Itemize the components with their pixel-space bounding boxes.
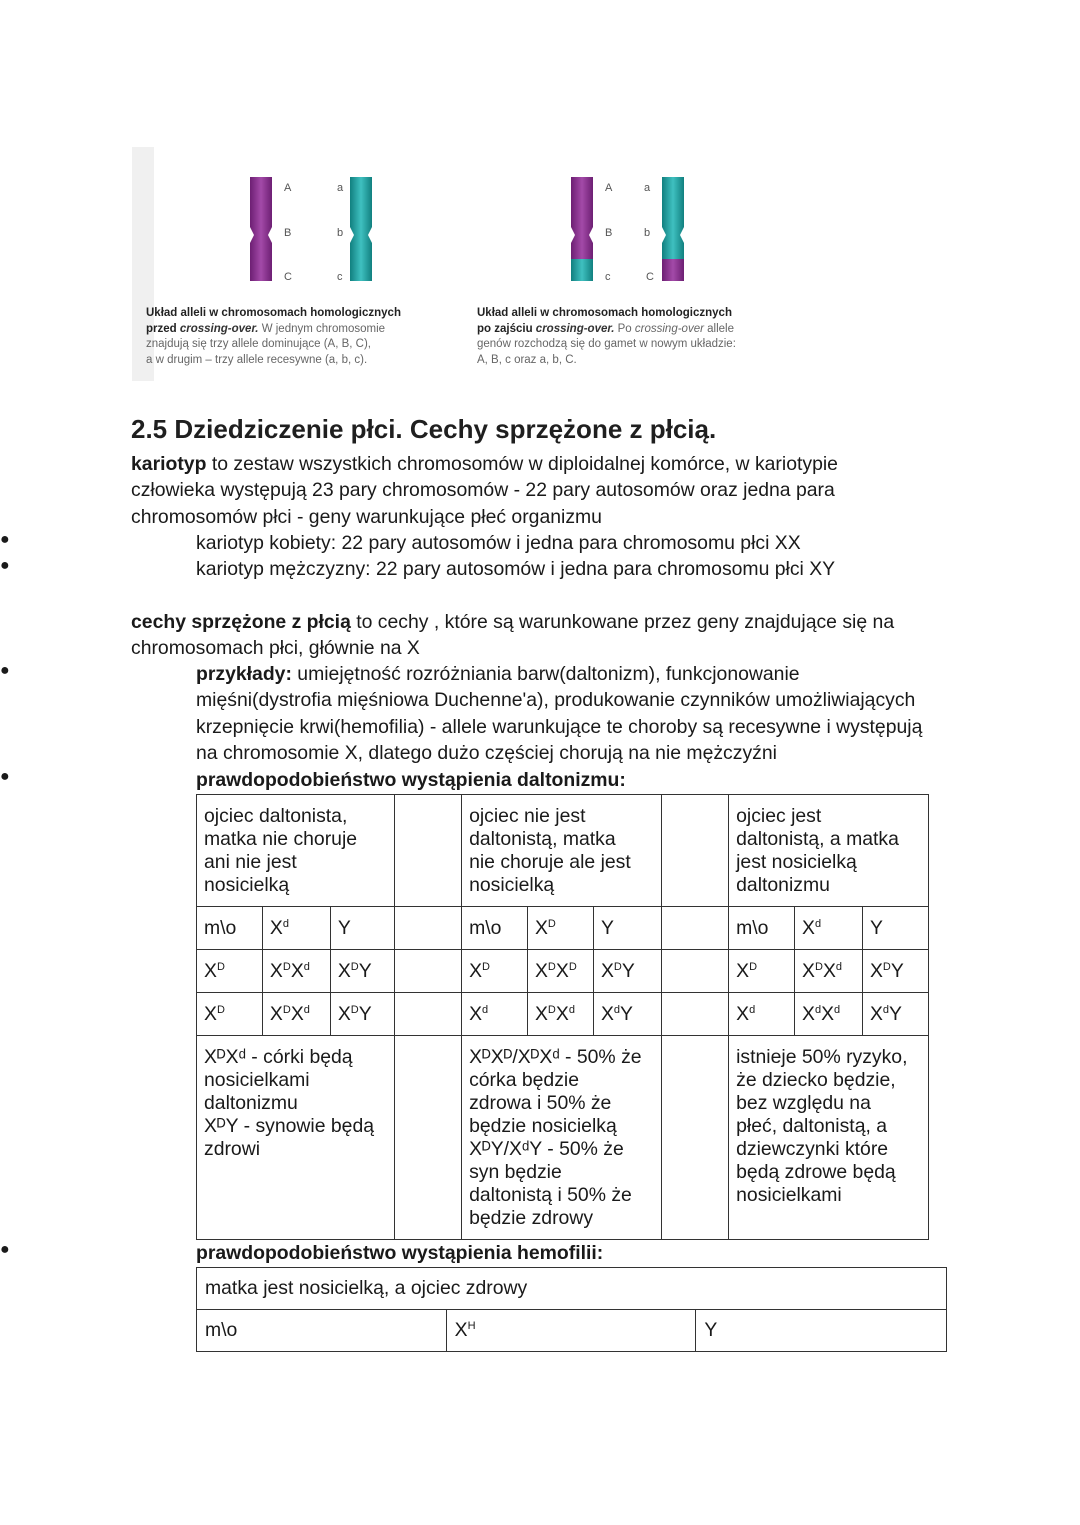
svg-text:b: b xyxy=(644,227,651,239)
header-case-2: ojciec nie jest daltonistą, matka nie choruje ale jest nosicielką xyxy=(462,795,662,907)
svg-text:c: c xyxy=(605,271,611,283)
right-purple-chromosome xyxy=(571,177,593,281)
bullet-dot: ● xyxy=(0,1241,10,1258)
colorblind-table xyxy=(196,794,929,1240)
header-case-1: ojciec daltonista, matka nie choruje ani nie jest nosicielką xyxy=(197,795,395,907)
karyotype-paragraph: kariotyp to zestaw wszystkich chromosomów w diploidalnej komórce, w kariotypie człowieka występują 23 pary chromosomów - 22 pary autosomów oraz jedna para chromosomów płci - geny warunkujące płeć organizmu xyxy=(131,453,838,528)
karyotype-female: kariotyp kobiety: 22 pary autosomów i jedna para chromosomu płci XX xyxy=(196,532,801,554)
punnett-header-row: m\o $X^d$ Y m\o $X^D$ Y m\o $X^d$ Y xyxy=(197,907,929,950)
right-teal-chromosome xyxy=(662,177,684,281)
note-case-2: XᴰXᴰ/XᴰXᵈ - 50% że córka będzie zdrowa i 50% że będzie nosicielką XᴰY/XᵈY - 50% że syn będzie daltonistą i 50% że będzie zdrowy xyxy=(462,1036,662,1240)
svg-text:A: A xyxy=(605,182,613,194)
svg-text:a: a xyxy=(644,182,651,194)
note-case-1: XᴰXᵈ - córki będą nosicielkami daltonizmu XᴰY - synowie będą zdrowi xyxy=(197,1036,395,1240)
bullet-dot: ● xyxy=(0,662,10,679)
hemophilia-title: matka jest nosicielką, a ojciec zdrowy xyxy=(197,1268,947,1310)
hemophilia-table: matka jest nosicielką, a ojciec zdrowy m\o $X^H$ Y xyxy=(196,1267,947,1352)
left-purple-chromosome xyxy=(250,177,272,281)
examples-text: przykłady: umiejętność rozróżniania barw(daltonizm), funkcjonowanie mięśni(dystrofia mięśniowa Duchenne'a), produkowanie czynników umożliwiających krzepnięcie krwi(hemofilia) - allele warunkujące te choroby są recesywne i występują na chromosomie X, dlatego dużo częściej chorują na nie mężczyźni xyxy=(196,663,923,765)
svg-text:B: B xyxy=(605,227,613,239)
colorblind-label: prawdopodobieństwo wystąpienia daltonizmu: xyxy=(196,769,626,791)
crossing-over-figure xyxy=(132,147,846,381)
svg-text:a: a xyxy=(337,182,344,194)
header-case-3: ojciec jest daltonistą, a matka jest nosicielką daltonizmu xyxy=(729,795,929,907)
svg-text:b: b xyxy=(337,227,344,239)
hemophilia-label: prawdopodobieństwo wystąpienia hemofilii: xyxy=(196,1242,604,1264)
svg-text:A: A xyxy=(284,182,292,194)
sexlinked-paragraph: cechy sprzężone z płcią to cechy , które są warunkowane przez geny znajdujące się na chromosomach płci, głównie na X xyxy=(131,611,895,660)
caption-before: Układ alleli w chromosomach homologicznych przed crossing-over. W jednym chromosomie znajdują się trzy allele dominujące (A, B, C), a w drugim – trzy allele recesywne (a, b, c). xyxy=(146,307,401,366)
bullet-dot: ● xyxy=(0,531,10,548)
chromosome-illustration xyxy=(154,147,846,307)
svg-text:B: B xyxy=(284,227,292,239)
karyotype-male: kariotyp mężczyzny: 22 pary autosomów i jedna para chromosomu płci XY xyxy=(196,558,836,580)
bullet-dot: ● xyxy=(0,557,10,574)
section-title: 2.5 Dziedziczenie płci. Cechy sprzężone z płcią. xyxy=(131,414,717,444)
bullet-dot: ● xyxy=(0,768,10,785)
caption-after: Układ alleli w chromosomach homologicznych po zajściu crossing-over. Po crossing-over allele genów rozchodzą się do gamet w nowym układzie: A, B, c oraz a, b, C. xyxy=(477,307,736,366)
punnett-row-2: $X^D$ $X^DX^d$ $X^DY$ $X^d$ $X^DX^d$ $X^dY$ $X^d$ $X^dX^d$ $X^dY$ xyxy=(197,993,929,1036)
svg-text:C: C xyxy=(284,271,292,283)
svg-text:c: c xyxy=(337,271,343,283)
note-case-3: istnieje 50% ryzyko, że dziecko będzie, bez względu na płeć, daltonistą, a dziewczynki które będą zdrowe będą nosicielkami xyxy=(729,1036,929,1240)
punnett-row-1: $X^D$ $X^DX^d$ $X^DY$ $X^D$ $X^DX^D$ $X^DY$ $X^D$ $X^DX^d$ $X^DY$ xyxy=(197,950,929,993)
svg-text:C: C xyxy=(646,271,654,283)
left-teal-chromosome xyxy=(350,177,372,281)
